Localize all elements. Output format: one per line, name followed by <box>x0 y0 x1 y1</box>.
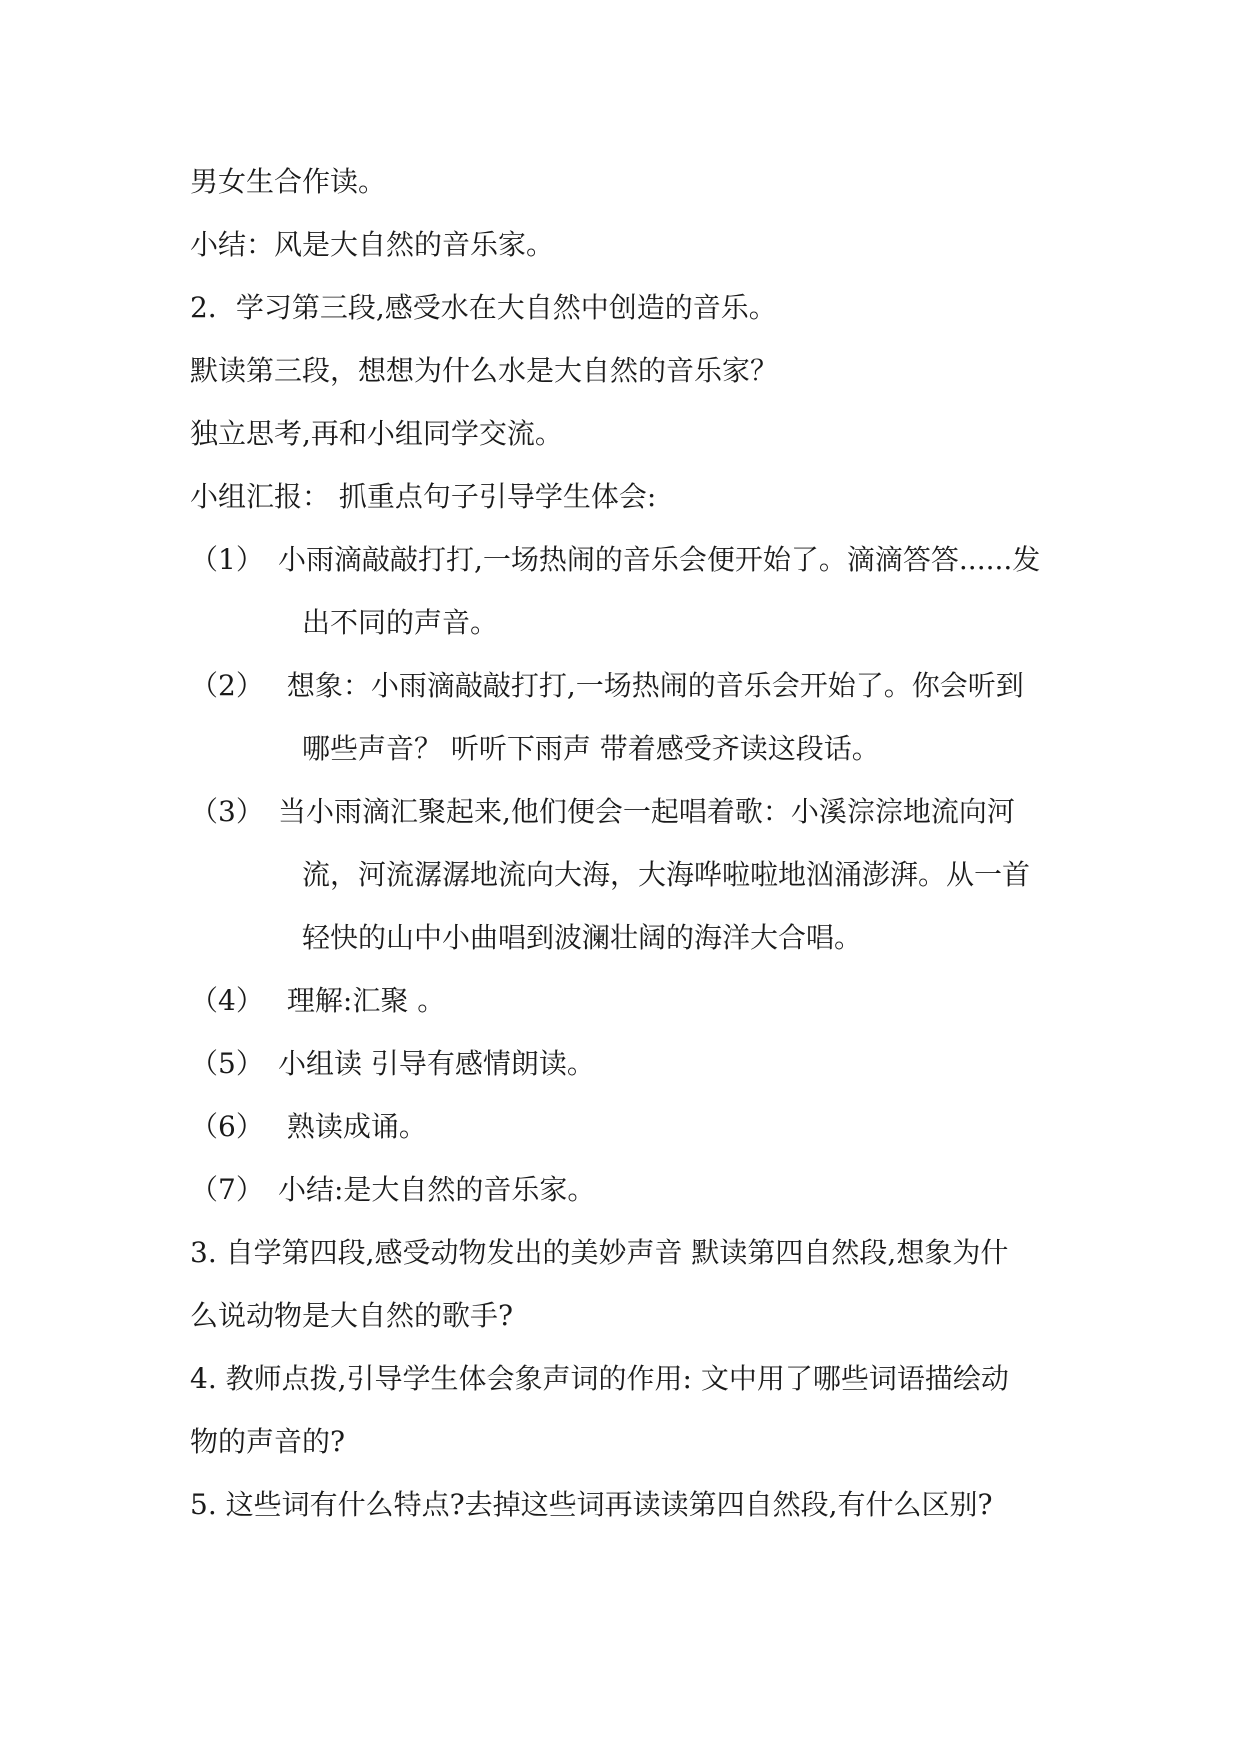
list-item <box>190 1110 427 1144</box>
list-item-text: 想象：小雨滴敲敲打打,一场热闹的音乐会开始了。你会听到 <box>278 669 1024 702</box>
paragraph-line: 小组汇报： 抓重点句子引导学生体会: <box>190 480 657 513</box>
list-item-continuation: 流，河流潺潺地流向大海，大海哗啦啦地汹涌澎湃。从一首 <box>302 858 1031 891</box>
list-item-text: 熟读成诵。 <box>278 1110 427 1143</box>
paragraph-line: 小结：风是大自然的音乐家。 <box>190 228 555 261</box>
paragraph-line: 默读第三段，想想为什么水是大自然的音乐家？ <box>190 354 779 387</box>
paragraph-line: 么说动物是大自然的歌手? <box>190 1299 514 1332</box>
list-item-number: （6） <box>190 1110 264 1143</box>
paragraph-line: 3. 自学第四段,感受动物发出的美妙声音 默读第四自然段,想象为什 <box>190 1236 1009 1269</box>
list-item-number: （5） <box>190 1047 264 1080</box>
list-item-continuation: 轻快的山中小曲唱到波澜壮阔的海洋大合唱。 <box>302 921 863 954</box>
list-item-text: 小结:是大自然的音乐家。 <box>278 1173 596 1206</box>
list-item <box>190 795 1015 829</box>
paragraph-line: 2．学习第三段,感受水在大自然中创造的音乐。 <box>190 291 777 324</box>
list-item-text: 小组读 引导有感情朗读。 <box>278 1047 595 1080</box>
paragraph-line: 4. 教师点拨,引导学生体会象声词的作用: 文中用了哪些词语描绘动 <box>190 1362 1009 1395</box>
paragraph-line: 物的声音的? <box>190 1425 346 1458</box>
list-item <box>190 1173 595 1207</box>
list-item <box>190 984 445 1018</box>
list-item-number: （1） <box>190 543 264 576</box>
list-item <box>190 669 1024 703</box>
list-item <box>190 1047 595 1081</box>
list-item-continuation: 出不同的声音。 <box>302 606 499 639</box>
paragraph-line: 独立思考,再和小组同学交流。 <box>190 417 563 450</box>
list-item-number: （3） <box>190 795 264 828</box>
list-item-continuation: 哪些声音？ 听听下雨声 带着感受齐读这段话。 <box>302 732 880 765</box>
list-item-number: （2） <box>190 669 264 702</box>
list-item-number: （4） <box>190 984 264 1017</box>
paragraph-line: 5. 这些词有什么特点?去掉这些词再读读第四自然段,有什么区别? <box>190 1488 993 1521</box>
list-item-text: 当小雨滴汇聚起来,他们便会一起唱着歌：小溪淙淙地流向河 <box>278 795 1015 828</box>
list-item-number: （7） <box>190 1173 264 1206</box>
list-item-text: 小雨滴敲敲打打,一场热闹的音乐会便开始了。滴滴答答......发 <box>278 543 1041 576</box>
list-item-text: 理解:汇聚 。 <box>278 984 446 1017</box>
list-item <box>190 543 1040 577</box>
paragraph-line: 男女生合作读。 <box>190 165 387 198</box>
